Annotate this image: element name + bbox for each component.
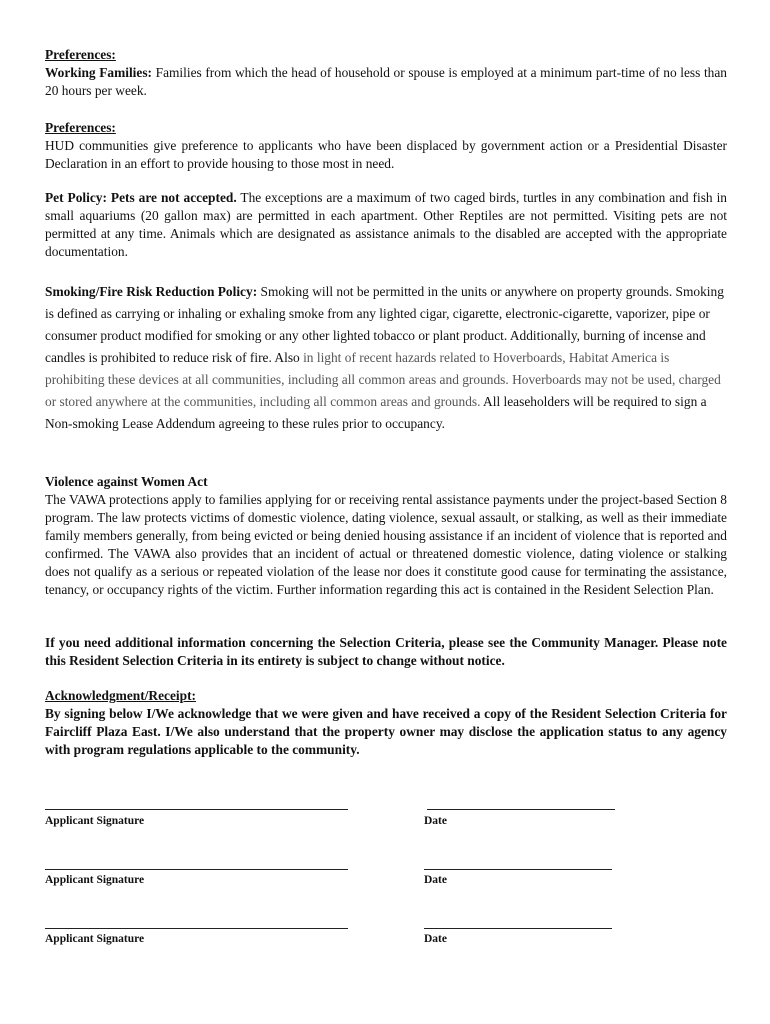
working-families-text: Families from which the head of household or spouse is employed at a minimum part-time of no less than 20 hours per week.	[45, 65, 727, 98]
hoverboard-policy-text: in light of recent hazards related to Hoverboards, Habitat America is prohibiting these devices at all communities, including all common areas and grounds. Hoverboards may not be used, charged or stored anywhere at the communities, including all common areas and grounds.	[45, 350, 721, 409]
pet-policy-paragraph	[45, 189, 727, 261]
date-line-1[interactable]	[427, 809, 615, 810]
date-line-3[interactable]	[424, 928, 612, 929]
applicant-signature-line-2[interactable]	[45, 869, 348, 870]
smoking-policy-paragraph	[45, 281, 727, 435]
working-families-label: Working Families:	[45, 65, 153, 80]
applicant-signature-label-3: Applicant Signature	[45, 933, 145, 945]
smoking-policy-label: Smoking/Fire Risk Reduction Policy:	[45, 284, 258, 299]
vawa-section	[45, 473, 727, 599]
pet-policy-text: The exceptions are a maximum of two caged birds, turtles in any combination and fish in small aquariums (20 gallon max) are permitted in each apartment. Other Reptiles are not permitted. Visiting pets are not permitted at any time. Animals which are designated as assistance animals to the disabled are accepted with the appropriate documentation.	[45, 190, 727, 259]
applicant-signature-line-3[interactable]	[45, 928, 348, 929]
acknowledgment-heading: Acknowledgment/Receipt:	[45, 688, 196, 703]
preferences-working-families	[45, 46, 727, 100]
preferences-hud	[45, 119, 727, 173]
non-smoking-addendum-text: All leaseholders will be required to sign a Non-smoking Lease Addendum agreeing to these rules prior to occupancy.	[45, 394, 707, 431]
pet-policy-label: Pet Policy: Pets are not accepted.	[45, 190, 237, 205]
acknowledgment-paragraph: By signing below I/We acknowledge that we were given and have received a copy of the Resident Selection Criteria for Faircliff Plaza East. I/We also understand that the property owner may disclose the application status to any agency with program regulations applicable to the community.	[45, 706, 727, 757]
date-label-3: Date	[424, 933, 447, 945]
preferences-heading-1: Preferences:	[45, 47, 116, 62]
vawa-paragraph: The VAWA protections apply to families applying for or receiving rental assistance payments under the project-based Section 8 program. The law protects victims of domestic violence, dating violence, sexual assault, or stalking, as well as their immediate family members generally, from being evicted or being denied housing assistance if an incident of violence that is reported and confirmed. The VAWA also provides that an incident of actual or threatened domestic violence, dating violence or stalking does not qualify as a serious or repeated violation of the lease nor does it constitute good cause for terminating the assistance, tenancy, or occupancy rights of the victim. Further information regarding this act is contained in the Resident Selection Plan.	[45, 492, 727, 597]
applicant-signature-line-1[interactable]	[45, 809, 348, 810]
date-label-1: Date	[424, 815, 447, 827]
applicant-signature-label-1: Applicant Signature	[45, 815, 145, 827]
notice-section	[45, 634, 727, 670]
hud-preference-paragraph: HUD communities give preference to applicants who have been displaced by government action or a Presidential Disaster Declaration in an effort to provide housing to those most in need.	[45, 138, 727, 171]
notice-paragraph: If you need additional information concerning the Selection Criteria, please see the Community Manager. Please note this Resident Selection Criteria in its entirety is subject to change without notice.	[45, 635, 727, 668]
date-line-2[interactable]	[424, 869, 612, 870]
smoking-policy-section	[45, 281, 727, 435]
applicant-signature-label-2: Applicant Signature	[45, 874, 145, 886]
pet-policy-section	[45, 189, 727, 261]
working-families-paragraph	[45, 64, 727, 100]
smoking-policy-text: Smoking will not be permitted in the units or anywhere on property grounds. Smoking is defined as carrying or inhaling or exhaling smoke from any lighted cigar, cigarette, electronic-cigarette, vaporizer, pipe or consumer product modified for smoking or any other lighted tobacco or plant product. Additionally, burning of incense and candles is prohibited to reduce risk of fire. Also	[45, 284, 724, 365]
acknowledgment-section	[45, 687, 727, 759]
preferences-heading-2: Preferences:	[45, 120, 116, 135]
vawa-heading: Violence against Women Act	[45, 474, 208, 489]
date-label-2: Date	[424, 874, 447, 886]
